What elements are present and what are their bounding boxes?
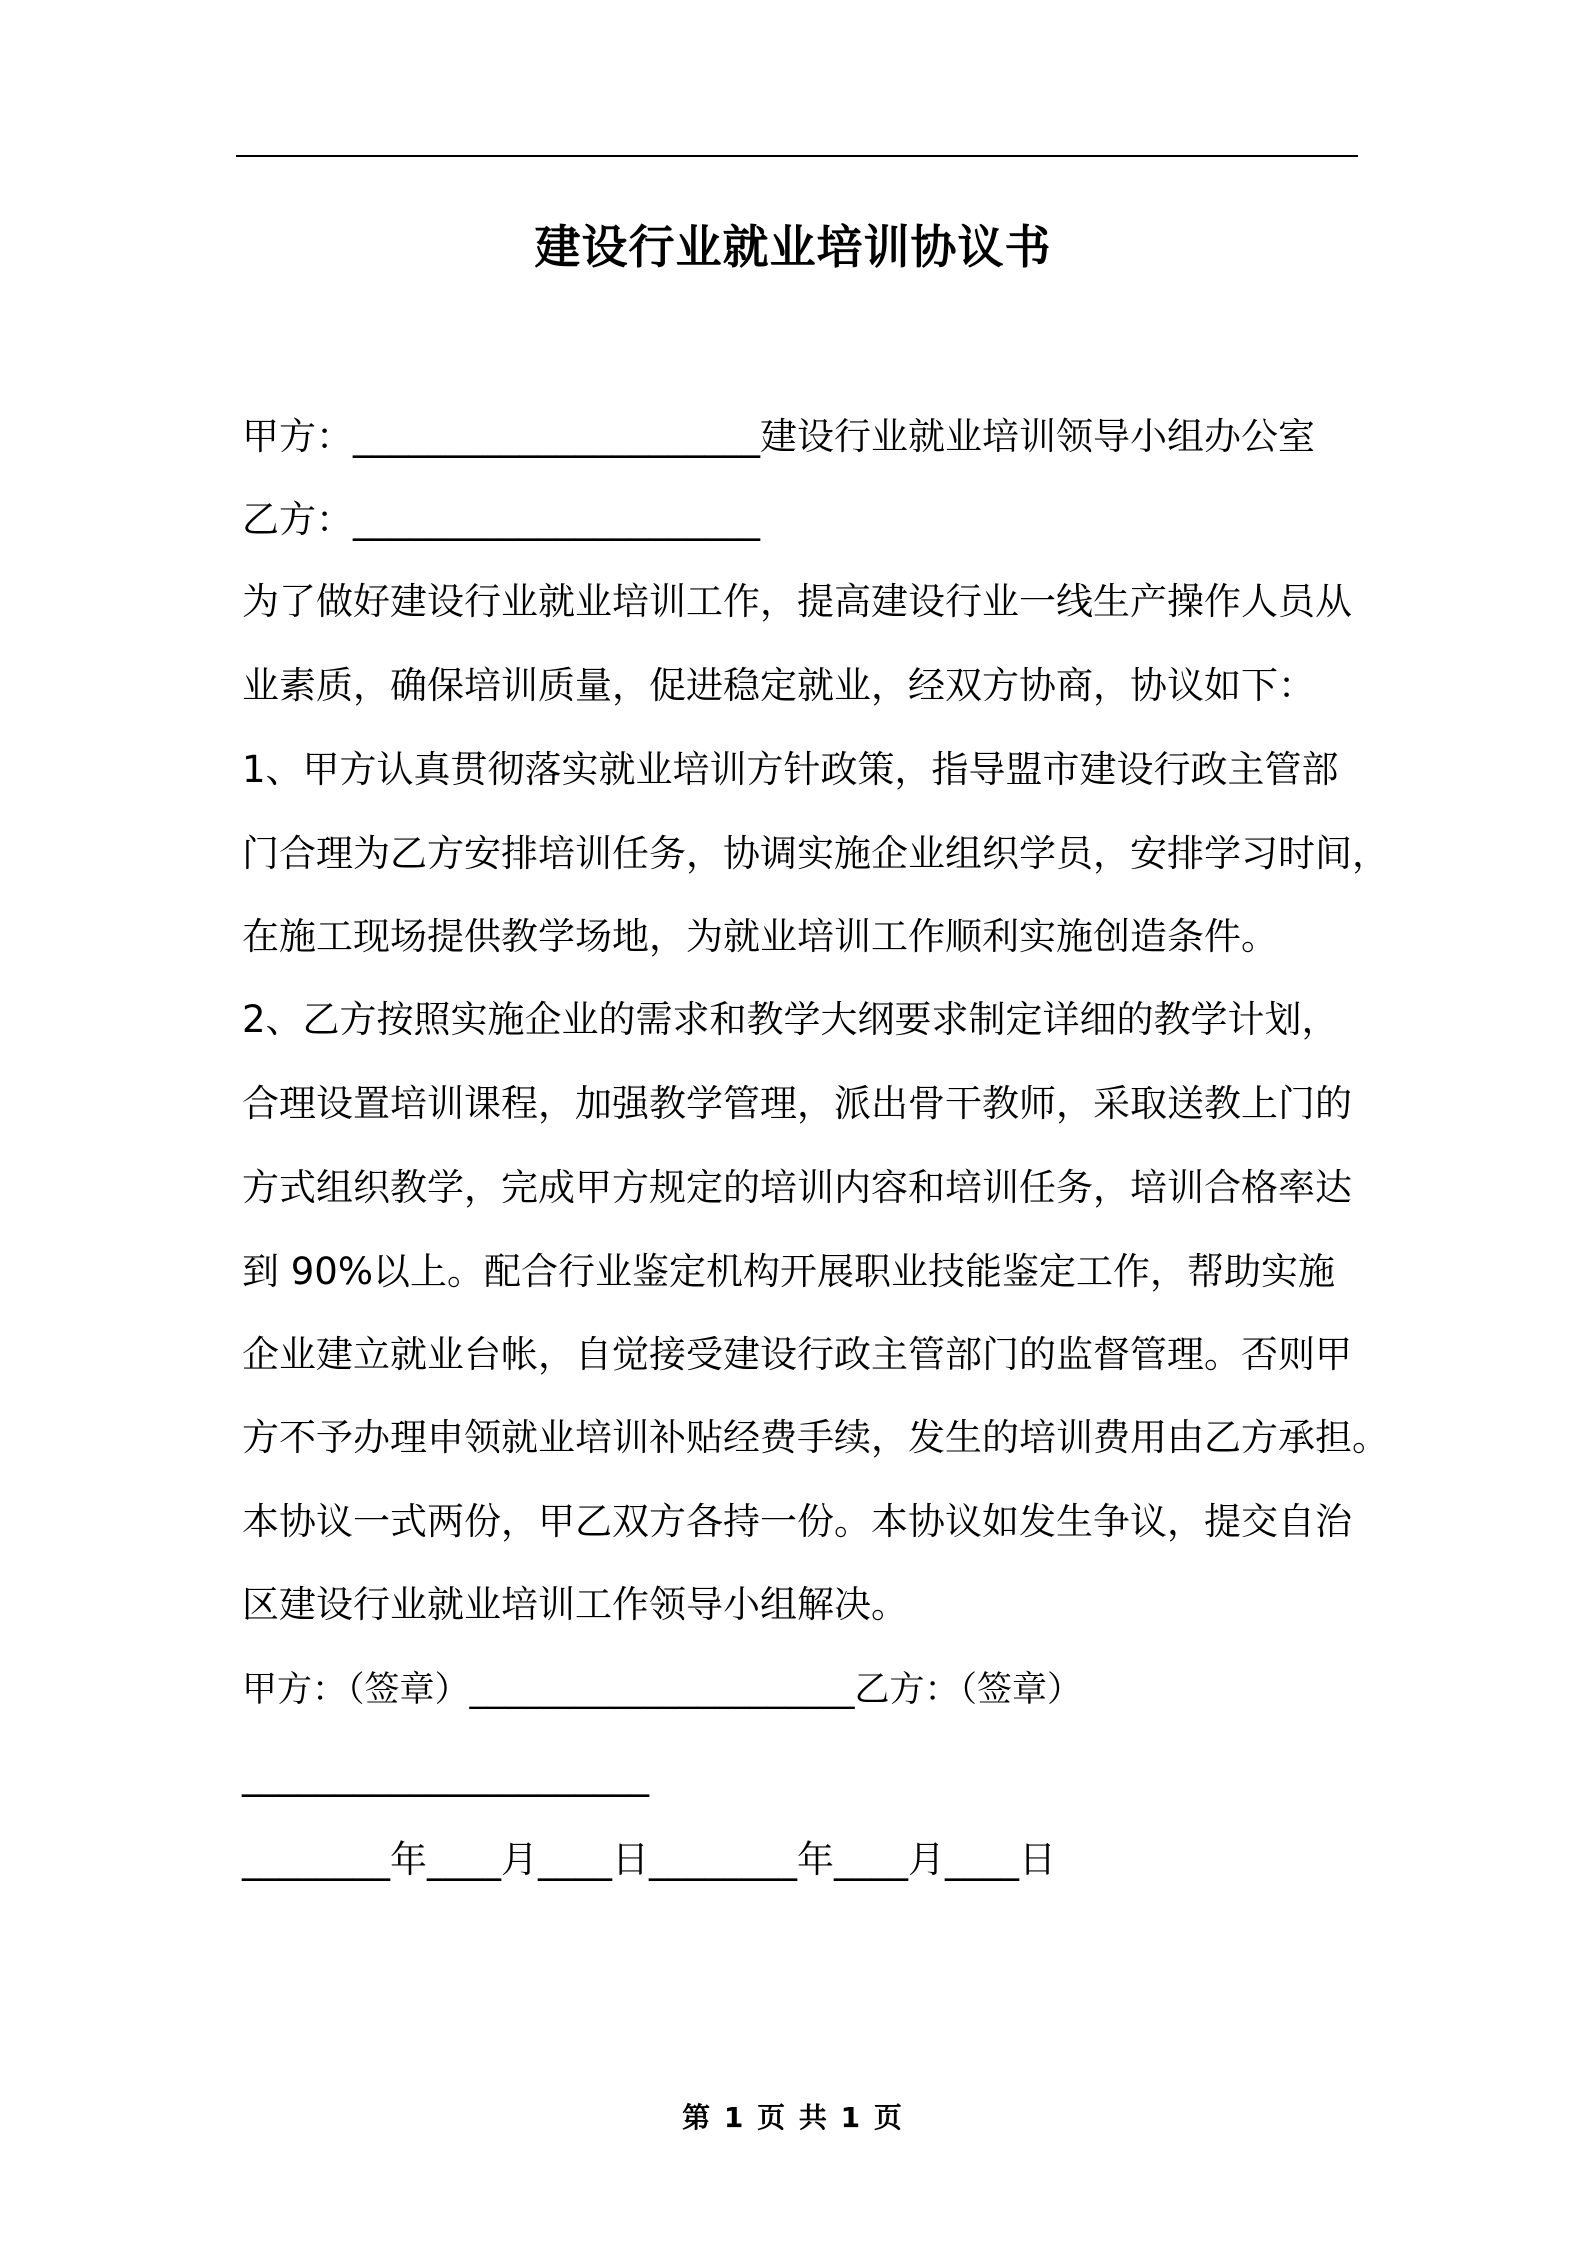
header-rule <box>236 155 1358 157</box>
body-line: 到 90%以上。配合行业鉴定机构开展职业技能鉴定工作，帮助实施 <box>242 1250 1335 1293</box>
date-line: ________年____月____日________年____月____日 <box>242 1838 1056 1881</box>
signature-blank: ______________________ <box>242 1754 649 1797</box>
body-line: 方式组织教学，完成甲方规定的培训内容和培训任务，培训合格率达 <box>242 1166 1352 1209</box>
party-b-line: 乙方：______________________ <box>242 498 760 541</box>
party-a-line: 甲方：______________________建设行业就业培训领导小组办公室 <box>242 415 1315 458</box>
body-line: 在施工现场提供教学场地，为就业培训工作顺利实施创造条件。 <box>242 915 1278 958</box>
body-line: 本协议一式两份，甲乙双方各持一份。本协议如发生争议，提交自治 <box>242 1500 1352 1543</box>
body-line: 1、甲方认真贯彻落实就业培训方针政策，指导盟市建设行政主管部 <box>242 748 1339 791</box>
page-footer: 第 1 页 共 1 页 <box>682 2101 904 2134</box>
document-title: 建设行业就业培训协议书 <box>534 220 1052 274</box>
signature-line: 甲方：（签章）______________________乙方：（签章） <box>242 1670 1083 1710</box>
body-line: 为了做好建设行业就业培训工作，提高建设行业一线生产操作人员从 <box>242 580 1352 623</box>
body-line: 企业建立就业台帐，自觉接受建设行政主管部门的监督管理。否则甲 <box>242 1333 1352 1376</box>
body-line: 方不予办理申领就业培训补贴经费手续，发生的培训费用由乙方承担。 <box>242 1416 1389 1459</box>
body-line: 合理设置培训课程，加强教学管理，派出骨干教师，采取送教上门的 <box>242 1082 1352 1125</box>
body-line: 2、乙方按照实施企业的需求和教学大纲要求制定详细的教学计划， <box>242 998 1339 1041</box>
body-line: 门合理为乙方安排培训任务，协调实施企业组织学员，安排学习时间， <box>242 832 1389 875</box>
body-line: 区建设行业就业培训工作领导小组解决。 <box>242 1583 908 1626</box>
body-line: 业素质，确保培训质量，促进稳定就业，经双方协商，协议如下： <box>242 664 1315 707</box>
